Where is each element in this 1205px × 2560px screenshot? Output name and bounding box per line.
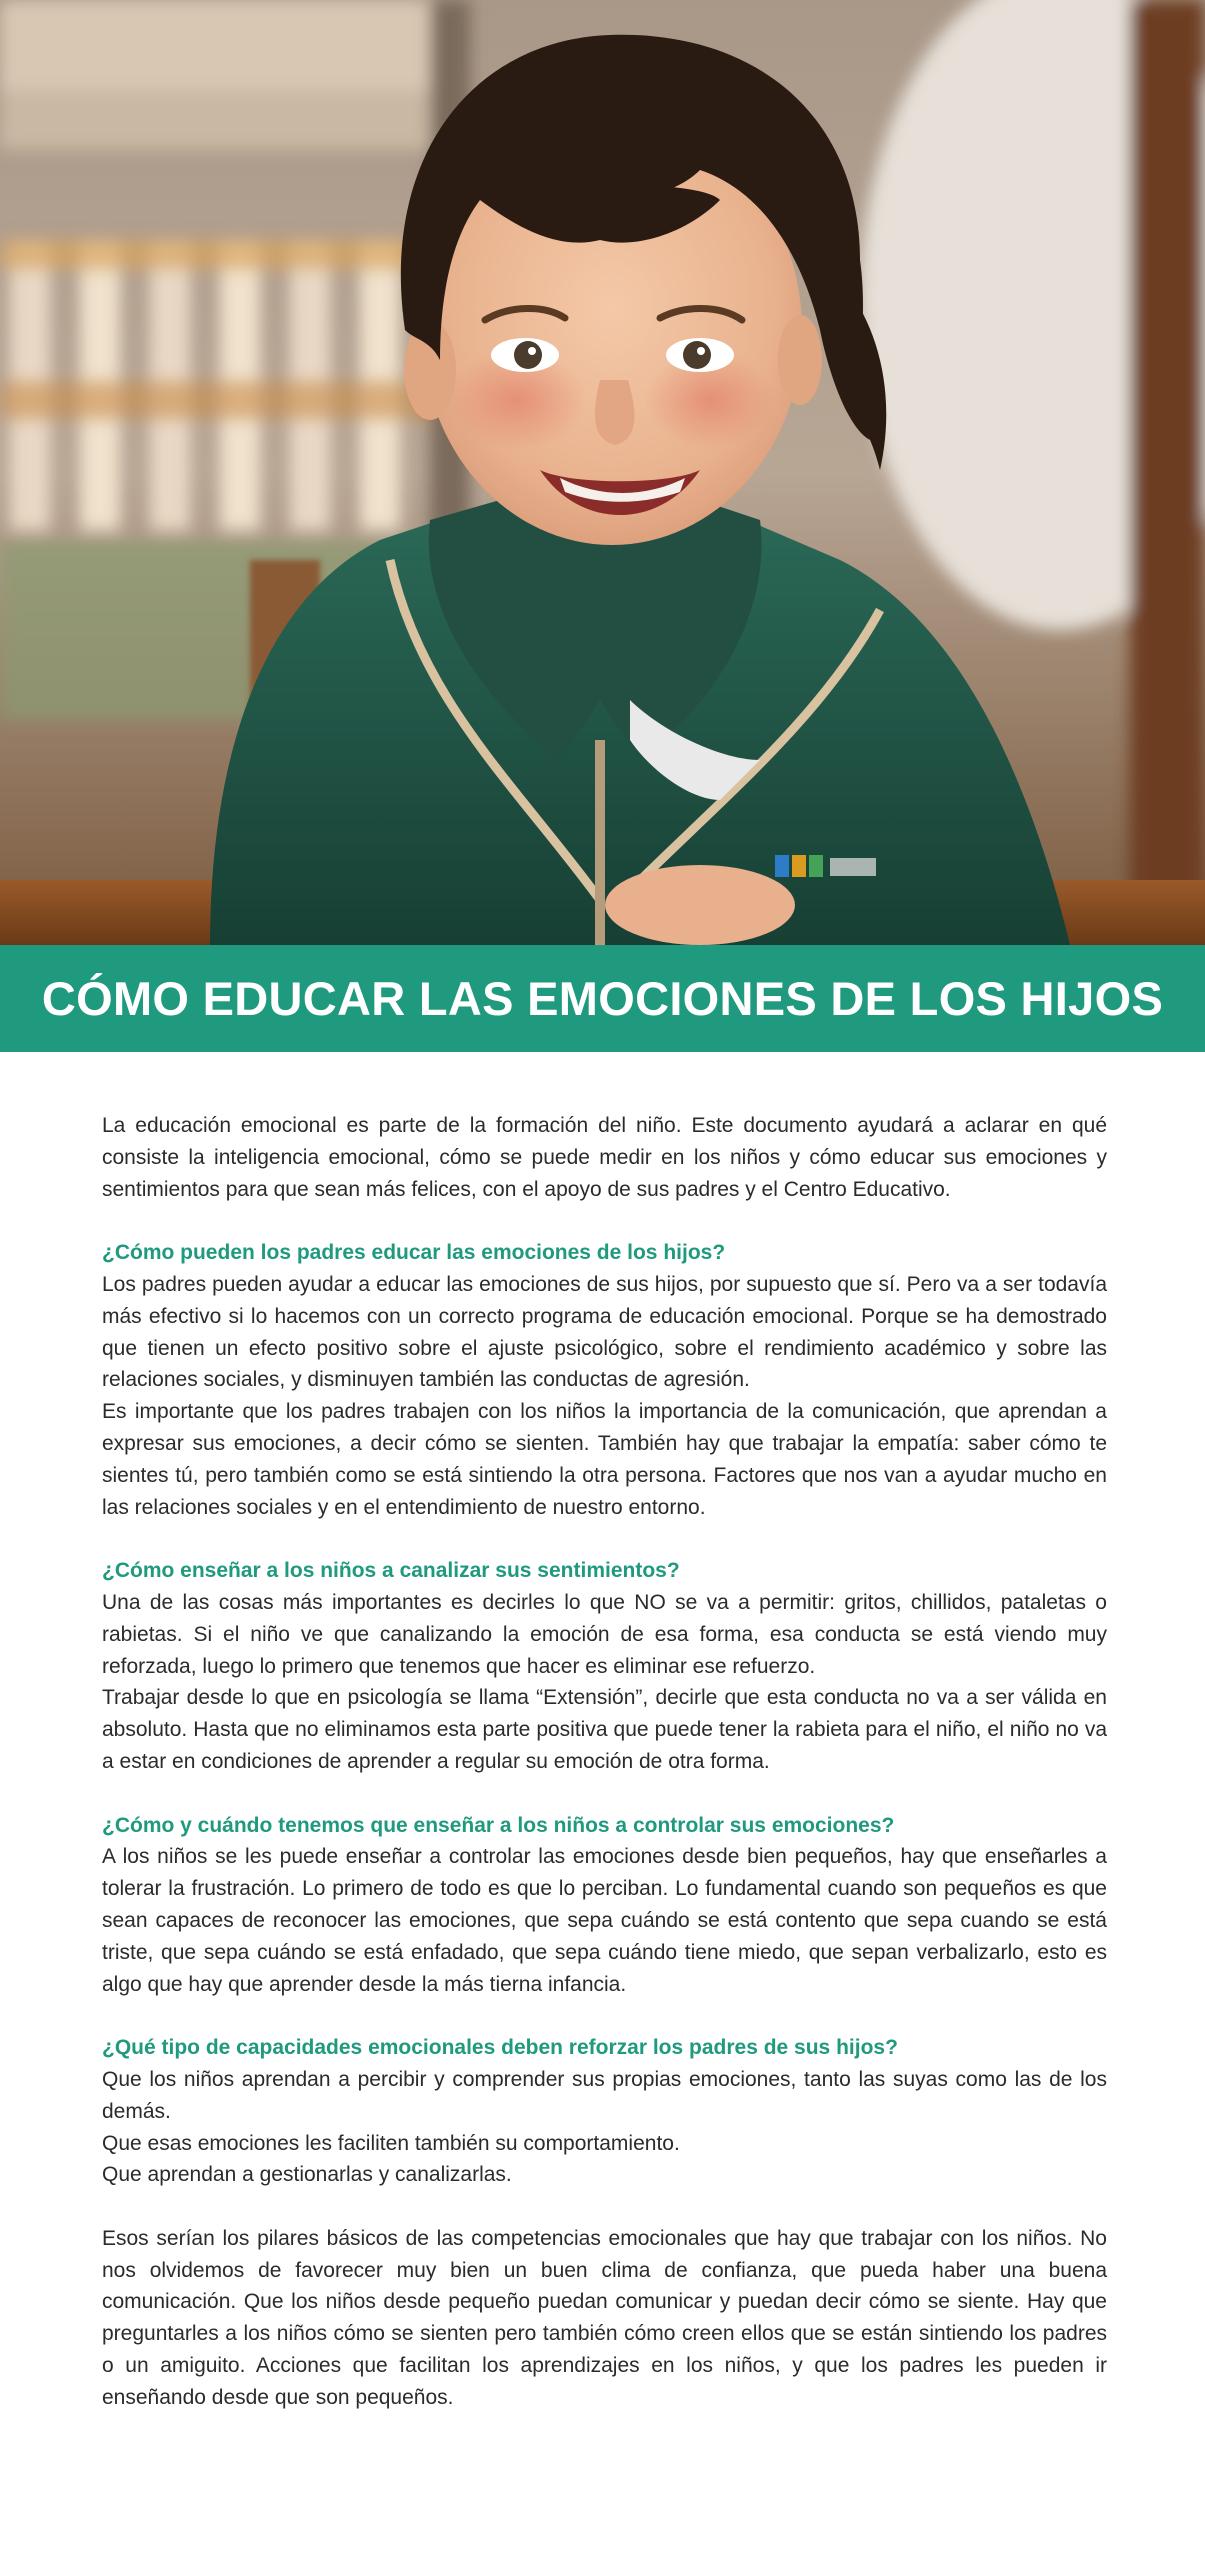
section-paragraph: Los padres pueden ayudar a educar las emociones de sus hijos, por supuesto que sí. Pero va a ser todavía más efectivo si lo hacemos con un correcto programa de educación emocional. Porque se ha demostrado que tienen un efecto positivo sobre el ajuste psicológico, sobre el rendimiento académico y sobre las relaciones sociales, y disminuyen también las conductas de agresión. [102, 1272, 1107, 1392]
section-paragraph: Que esas emociones les faciliten también su comportamiento. [102, 2131, 680, 2155]
section-paragraph: Que aprendan a gestionarlas y canalizarlas. [102, 2163, 512, 2187]
section-paragraph: Que los niños aprendan a percibir y comprender sus propias emociones, tanto las suyas como las de los demás. [102, 2067, 1107, 2123]
section-control-emotions [102, 1810, 1107, 2001]
section-paragraph: Una de las cosas más importantes es decirles lo que NO se va a permitir: gritos, chillidos, pataletas o rabietas. Si el niño ve que canalizando la emoción de esa forma, esa conducta se está viendo muy reforzada, luego lo primero que tenemos que hacer es eliminar ese refuerzo. [102, 1590, 1107, 1678]
document-title: CÓMO EDUCAR LAS EMOCIONES DE LOS HIJOS [41, 972, 1164, 1025]
section-channel-feelings [102, 1555, 1107, 1778]
section-heading: ¿Cómo pueden los padres educar las emociones de los hijos? [102, 1241, 726, 1265]
section-heading: ¿Cómo enseñar a los niños a canalizar sus sentimientos? [102, 1559, 680, 1583]
section-heading: ¿Cómo y cuándo tenemos que enseñar a los niños a controlar sus emociones? [102, 1813, 895, 1837]
closing-paragraph: Esos serían los pilares básicos de las competencias emocionales que hay que trabajar con los niños. No nos olvidemos de favorecer muy bien un buen clima de confianza, que pueda haber una buena comunicación. Que los niños desde pequeño puedan comunicar y puedan decir cómo se siente. Hay que preguntarles a los niños cómo se sienten pero también cómo creen ellos que se están sintiendo los padres o un amiguito. Acciones que facilitan los aprendizajes en los niños, y que los padres les pueden ir enseñando desde que son pequeños. [102, 2226, 1107, 2409]
hero-photo [0, 0, 1205, 945]
title-banner [0, 945, 1205, 1052]
section-heading: ¿Qué tipo de capacidades emocionales deben reforzar los padres de sus hijos? [102, 2036, 898, 2060]
section-parents-educate-emotions [102, 1237, 1107, 1523]
section-paragraph: Es importante que los padres trabajen con los niños la importancia de la comunicación, que aprendan a expresar sus emociones, a decir cómo se sienten. También hay que trabajar la empatía: saber cómo te sientes tú, pero también como se está sintiendo la otra persona. Factores que nos van a ayudar mucho en las relaciones sociales y en el entendimiento de nuestro entorno. [102, 1400, 1107, 1519]
section-paragraph: Trabajar desde lo que en psicología se llama “Extensión”, decirle que esta conducta no va a ser válida en absoluto. Hasta que no eliminamos esta parte positiva que puede tener la rabieta para el niño, el niño no va a estar en condiciones de aprender a regular su emoción de otra forma. [102, 1686, 1107, 1773]
section-emotional-capacities [102, 2032, 1107, 2191]
article-body [102, 1110, 1107, 2414]
intro-paragraph: La educación emocional es parte de la formación del niño. Este documento ayudará a aclarar en qué consiste la inteligencia emocional, cómo se puede medir en los niños y cómo educar sus emociones y sentimientos para que sean más felices, con el apoyo de sus padres y el Centro Educativo. [102, 1114, 1107, 1201]
child-portrait-image [0, 0, 1205, 945]
section-paragraph: A los niños se les puede enseñar a controlar las emociones desde bien pequeños, hay que enseñarles a tolerar la frustración. Lo primero de todo es que lo perciban. Lo fundamental cuando son pequeños es que sean capaces de reconocer las emociones, que sepa cuándo se está contento que sepa cuando se está triste, que sepa cuándo se está enfadado, que sepa cuándo tiene miedo, que sepan verbalizarlo, esto es algo que hay que aprender desde la más tierna infancia. [102, 1845, 1107, 1996]
